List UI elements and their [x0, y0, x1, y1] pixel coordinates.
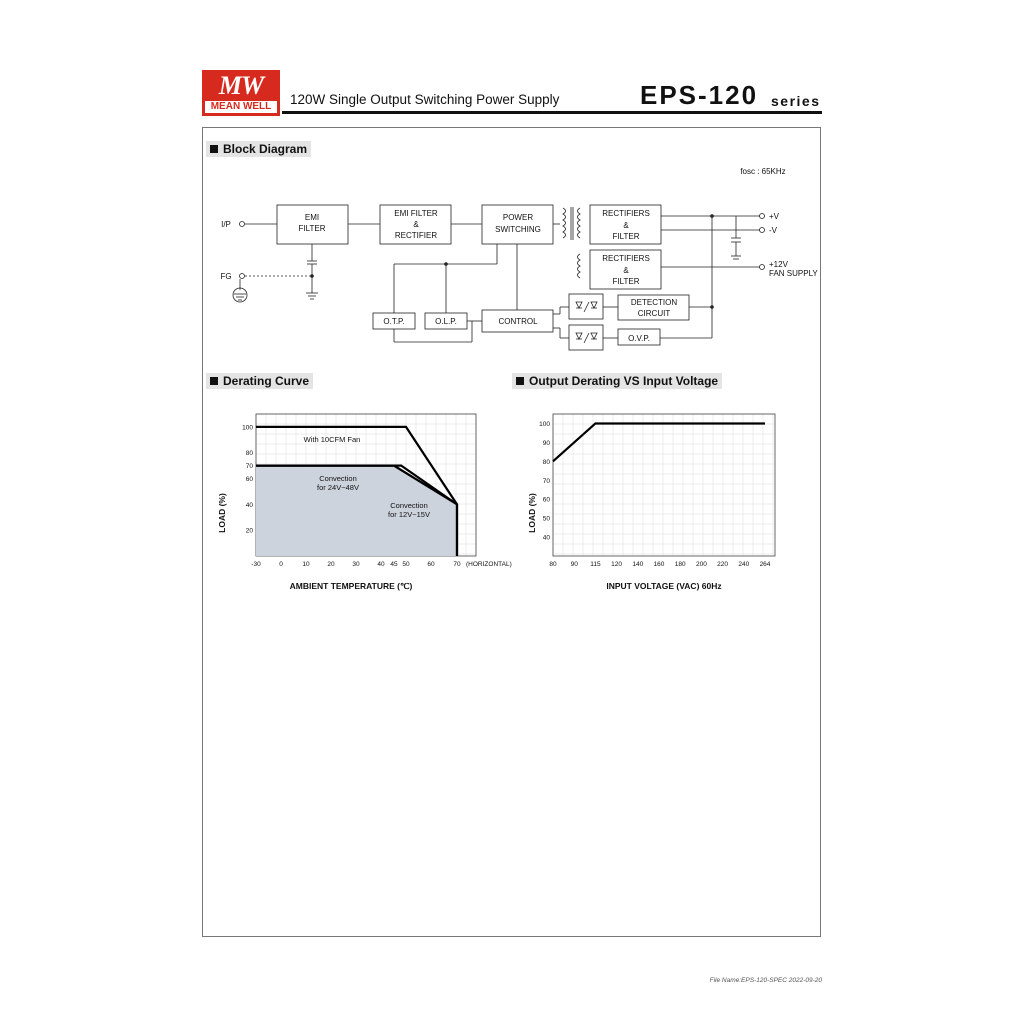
ovp-label: O.V.P. — [628, 334, 650, 343]
y-tick-label: 40 — [245, 501, 253, 509]
y-tick-label: 70 — [245, 463, 253, 471]
detection-label-2: CIRCUIT — [637, 309, 671, 318]
annotation-conv-3: Convection — [390, 501, 428, 510]
x-tick-label: 220 — [717, 561, 729, 568]
rect2-label-2: & — [623, 266, 629, 275]
x-tick-label: 30 — [352, 561, 360, 568]
fan-supply-label-2: FAN SUPPLY — [769, 269, 818, 278]
rect1-label-3: FILTER — [612, 232, 640, 241]
product-subtitle: 120W Single Output Switching Power Supply — [290, 92, 560, 107]
x-axis-label: AMBIENT TEMPERATURE (℃) — [289, 581, 413, 591]
x-tick-label: 10 — [302, 561, 310, 568]
derating-curve-chart — [205, 395, 515, 600]
y-axis-label: LOAD (%) — [527, 493, 537, 533]
y-tick-label: 80 — [245, 450, 253, 458]
y-tick-label: 60 — [245, 476, 253, 484]
x-tick-label: 115 — [590, 561, 601, 568]
y-tick-label: 60 — [542, 496, 550, 504]
annotation-conv-1: Convection — [319, 474, 357, 483]
control-label: CONTROL — [498, 317, 538, 326]
x-axis-label: INPUT VOLTAGE (VAC) 60Hz — [606, 581, 722, 591]
y-tick-label: 80 — [542, 458, 550, 466]
y-axis-label: LOAD (%) — [217, 493, 227, 533]
x-tick-label: 90 — [570, 561, 578, 568]
x-tick-label: 70 — [453, 561, 461, 568]
annotation-conv-2: for 24V~48V — [317, 483, 359, 492]
emi-rect-label-1: EMI FILTER — [394, 209, 438, 218]
x-tick-label: 264 — [759, 561, 771, 568]
plot-border — [553, 414, 775, 556]
emi-rect-label-2: & — [413, 220, 419, 229]
block-diagram — [0, 0, 1024, 380]
logo-text: MEAN WELL — [205, 101, 277, 113]
emi-rect-label-3: RECTIFIER — [394, 231, 438, 240]
rect1-label-1: RECTIFIERS — [602, 209, 650, 218]
x-tick-label: 0 — [279, 561, 283, 568]
detection-label-1: DETECTION — [630, 298, 678, 307]
olp-label: O.L.P. — [435, 317, 457, 326]
x-tick-label: 50 — [402, 561, 410, 568]
out-pos-label: +V — [769, 212, 780, 221]
x-tick-label: 45 — [390, 561, 398, 568]
x-tick-label: 160 — [653, 561, 665, 568]
annotation-fan: With 10CFM Fan — [303, 435, 361, 444]
series-label: series — [771, 93, 821, 109]
input-derating-heading: Output Derating VS Input Voltage — [512, 373, 722, 389]
x-tick-label: 80 — [549, 561, 557, 568]
x-tick-label: 180 — [674, 561, 686, 568]
rect2-label-1: RECTIFIERS — [602, 254, 650, 263]
x-tick-label: 120 — [611, 561, 623, 568]
logo-mark: MW — [218, 71, 264, 100]
x-tick-label: 20 — [327, 561, 335, 568]
y-tick-label: 40 — [542, 534, 550, 542]
power-sw-label-1: POWER — [502, 213, 534, 222]
file-name-footer: File Name:EPS-120-SPEC 2022-09-20 — [709, 977, 822, 984]
fosc-label: fosc : 65KHz — [740, 167, 786, 176]
fan-supply-label-1: +12V — [769, 260, 788, 269]
x-tick-label: 60 — [427, 561, 435, 568]
optocoupler-2 — [569, 325, 603, 350]
y-tick-label: 70 — [542, 477, 550, 485]
emi-filter-label-2: FILTER — [298, 224, 326, 233]
y-tick-label: 90 — [542, 439, 550, 447]
fg-label: FG — [220, 272, 232, 281]
x-tick-label: 200 — [695, 561, 707, 568]
otp-label: O.T.P. — [383, 317, 405, 326]
ip-label: I/P — [221, 220, 231, 229]
emi-filter-label-1: EMI — [304, 213, 320, 222]
x-tick-label: 140 — [632, 561, 644, 568]
y-tick-label: 100 — [242, 424, 253, 432]
x-tick-label: 240 — [738, 561, 750, 568]
x-axis-suffix: (HORIZONTAL) — [466, 561, 512, 568]
y-tick-label: 100 — [539, 420, 550, 428]
model-name: EPS-120 — [640, 80, 759, 110]
x-tick-label: 40 — [377, 561, 385, 568]
y-tick-label: 20 — [245, 527, 253, 535]
optocoupler-1 — [569, 294, 603, 319]
derating-curve-heading: Derating Curve — [206, 373, 313, 389]
input-derating-chart — [515, 395, 815, 600]
out-neg-label: -V — [769, 226, 777, 235]
block-diagram-heading: Block Diagram — [206, 141, 311, 157]
y-tick-label: 50 — [542, 515, 550, 523]
rect2-label-3: FILTER — [612, 277, 640, 286]
x-tick-label: -30 — [251, 561, 261, 568]
annotation-conv-4: for 12V~15V — [388, 510, 430, 519]
rect1-label-2: & — [623, 221, 629, 230]
power-sw-label-2: SWITCHING — [495, 225, 541, 234]
